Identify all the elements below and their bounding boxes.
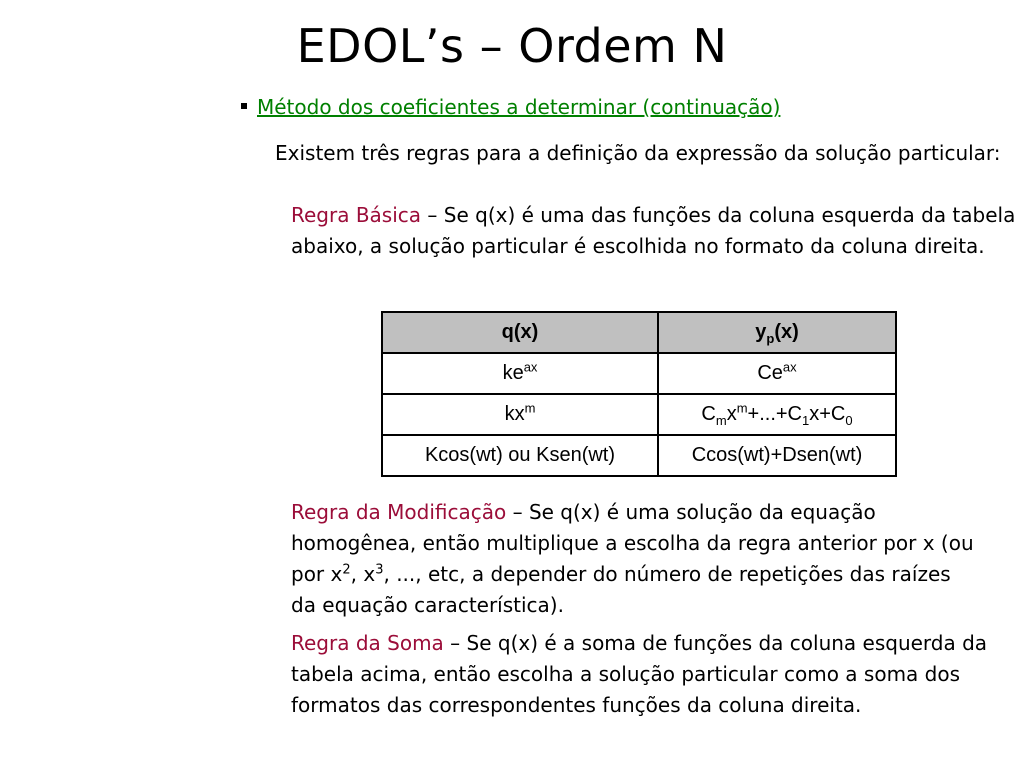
header-q: q(x) (382, 312, 658, 353)
rule-basic-name: Regra Básica (291, 203, 422, 227)
table-cell-yp: $Ce^{ax}$ (658, 353, 896, 394)
header-yp: $y_p(x)$ (658, 312, 896, 353)
table-cell-yp: Ccos(wt)+Dsen(wt) (658, 435, 896, 476)
rule-modification-paragraph: Regra da Modificação – Se q(x) é uma solução da equação homogênea, então multiplique a escolha da regra anterior por x (ou por $x^2$, $x^3$, ..., etc, a depender do número de repetições das raízes da equação característica). (291, 500, 974, 617)
rule-basic-paragraph (291, 200, 1019, 262)
section-bullet (241, 94, 780, 120)
table-cell-q: $kx^m$ (382, 394, 658, 435)
table-header-row (382, 312, 896, 353)
rule-modification-name: Regra da Modificação (291, 500, 507, 524)
particular-solution-table (381, 311, 897, 477)
table-row (382, 435, 896, 476)
section-heading-link[interactable]: Método dos coeficientes a determinar (continuação) (257, 95, 781, 119)
table-row (382, 353, 896, 394)
table-cell-q: $ke^{ax}$ (382, 353, 658, 394)
table-row (382, 394, 896, 435)
rule-sum-paragraph (291, 628, 1021, 721)
table-cell-q: Kcos(wt) ou Ksen(wt) (382, 435, 658, 476)
intro-paragraph: Existem três regras para a definição da expressão da solução particular: (275, 141, 1001, 165)
slide-title: EDOL’s – Ordem N (296, 19, 728, 73)
rule-basic-text: – Se q(x) é uma das funções da coluna esquerda da tabela abaixo, a solução particular é escolhida no formato da coluna direita. (291, 203, 1016, 258)
rule-sum-text: – Se q(x) é a soma de funções da coluna esquerda da tabela acima, então escolha a solução particular como a soma dos formatos das correspondentes funções da coluna direita. (291, 631, 988, 717)
rule-sum-name: Regra da Soma (291, 631, 444, 655)
table-cell-yp: $C_mx^m+...+C_1x+C_0$ (658, 394, 896, 435)
square-bullet-icon (241, 103, 247, 109)
